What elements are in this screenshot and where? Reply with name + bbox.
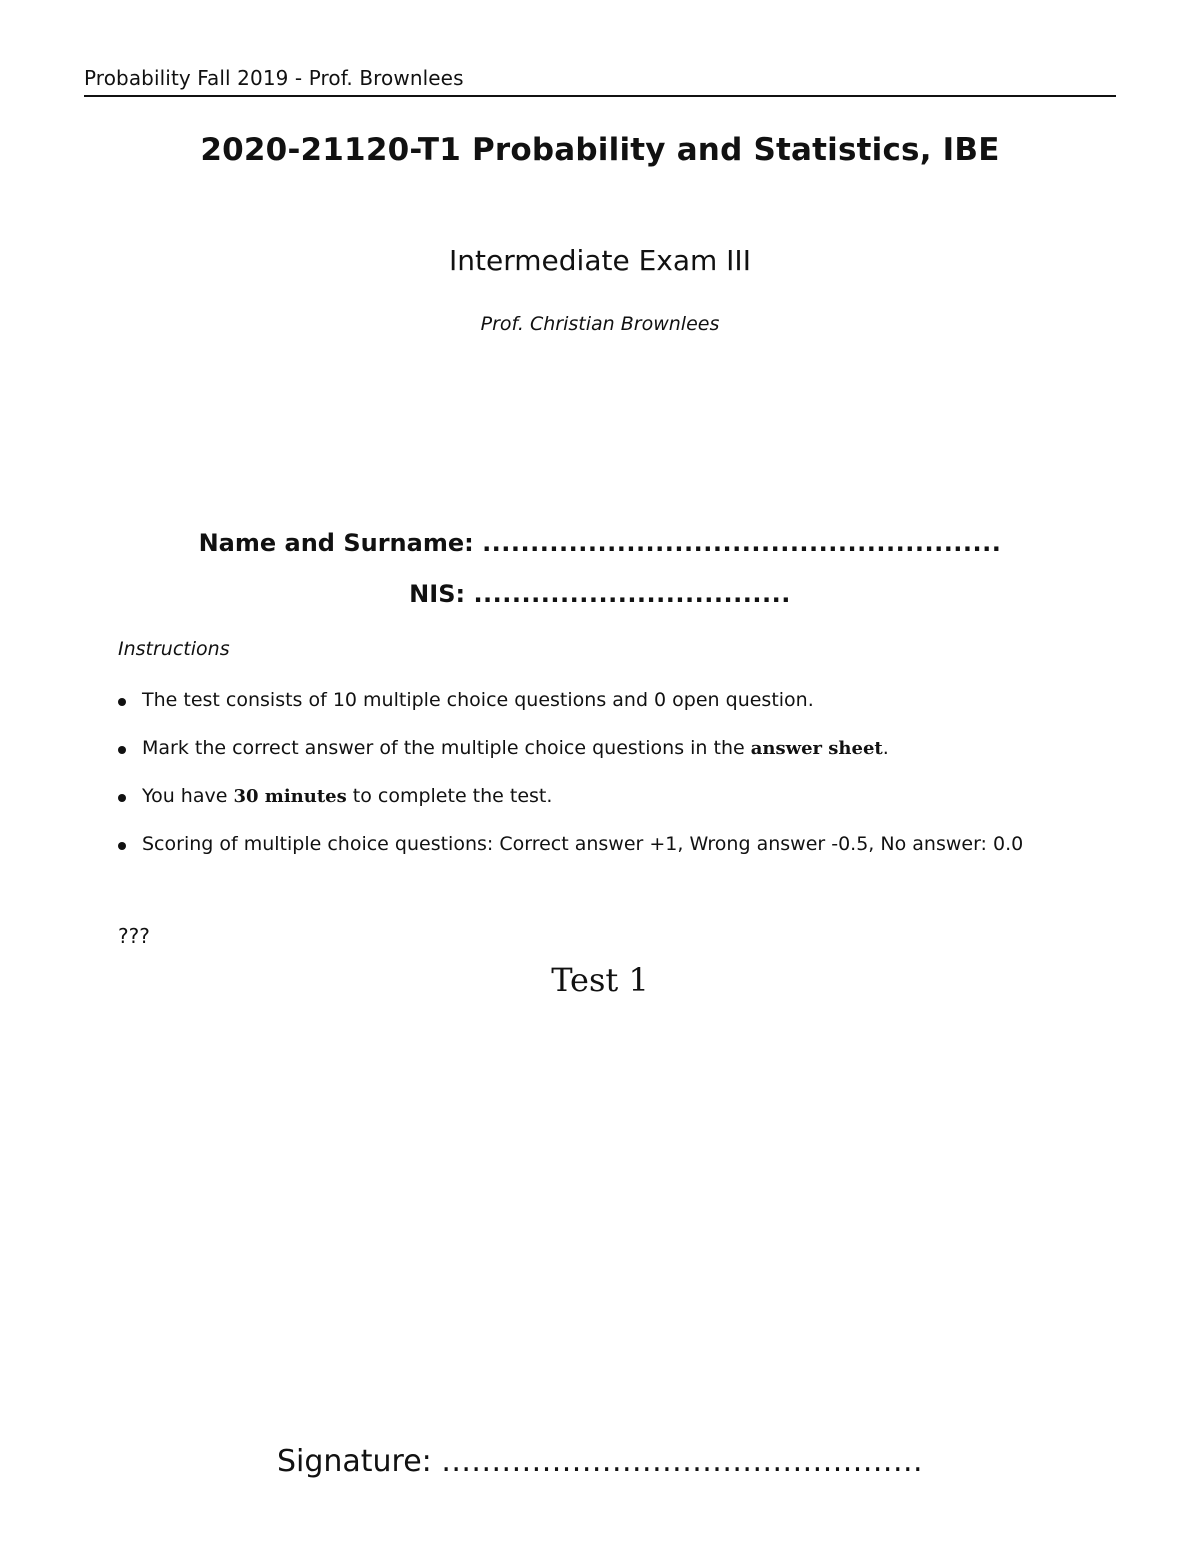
test-title: Test 1 xyxy=(551,961,649,999)
bullet-icon xyxy=(118,842,126,850)
instruction-text-part: You have xyxy=(142,785,234,807)
nis-field[interactable] xyxy=(0,580,1200,608)
signature-field[interactable] xyxy=(0,1444,1200,1479)
name-surname-blank[interactable]: ...................................................... xyxy=(482,529,1002,557)
instruction-text xyxy=(142,785,552,807)
instruction-text-part: . xyxy=(882,737,889,759)
exam-title: Intermediate Exam III xyxy=(449,244,751,277)
instruction-item xyxy=(118,689,1023,737)
instruction-item xyxy=(118,785,1023,833)
bullet-icon xyxy=(118,698,126,706)
instruction-item xyxy=(118,833,1023,881)
instruction-text: Scoring of multiple choice questions: Correct answer +1, Wrong answer -0.5, No answer: 0.0 xyxy=(142,833,1024,855)
nis-blank[interactable]: ................................. xyxy=(473,580,791,608)
instruction-text: The test consists of 10 multiple choice questions and 0 open question. xyxy=(142,689,814,711)
nis-label: NIS: xyxy=(409,580,466,608)
instruction-list xyxy=(118,689,1023,881)
name-surname-field[interactable] xyxy=(0,529,1200,557)
instruction-text-part: Mark the correct answer of the multiple choice questions in the xyxy=(142,737,751,759)
professor-name: Prof. Christian Brownlees xyxy=(480,313,720,335)
header-rule xyxy=(84,95,1116,97)
instructions-heading: Instructions xyxy=(118,638,230,660)
signature-blank[interactable]: ................................................ xyxy=(441,1444,924,1479)
bullet-icon xyxy=(118,794,126,802)
answer-sheet-emphasis: answer sheet xyxy=(750,738,883,759)
signature-label: Signature: xyxy=(276,1444,432,1479)
bullet-icon xyxy=(118,746,126,754)
instruction-item xyxy=(118,737,1023,785)
course-title: 2020-21120-T1 Probability and Statistics, IBE xyxy=(200,132,1000,168)
name-surname-label: Name and Surname: xyxy=(198,529,474,557)
placeholder-marker: ??? xyxy=(118,924,150,948)
instruction-text xyxy=(142,737,889,759)
time-limit-emphasis: 30 minutes xyxy=(233,786,347,807)
running-header: Probability Fall 2019 - Prof. Brownlees xyxy=(84,66,464,90)
instruction-text-part: to complete the test. xyxy=(346,785,553,807)
